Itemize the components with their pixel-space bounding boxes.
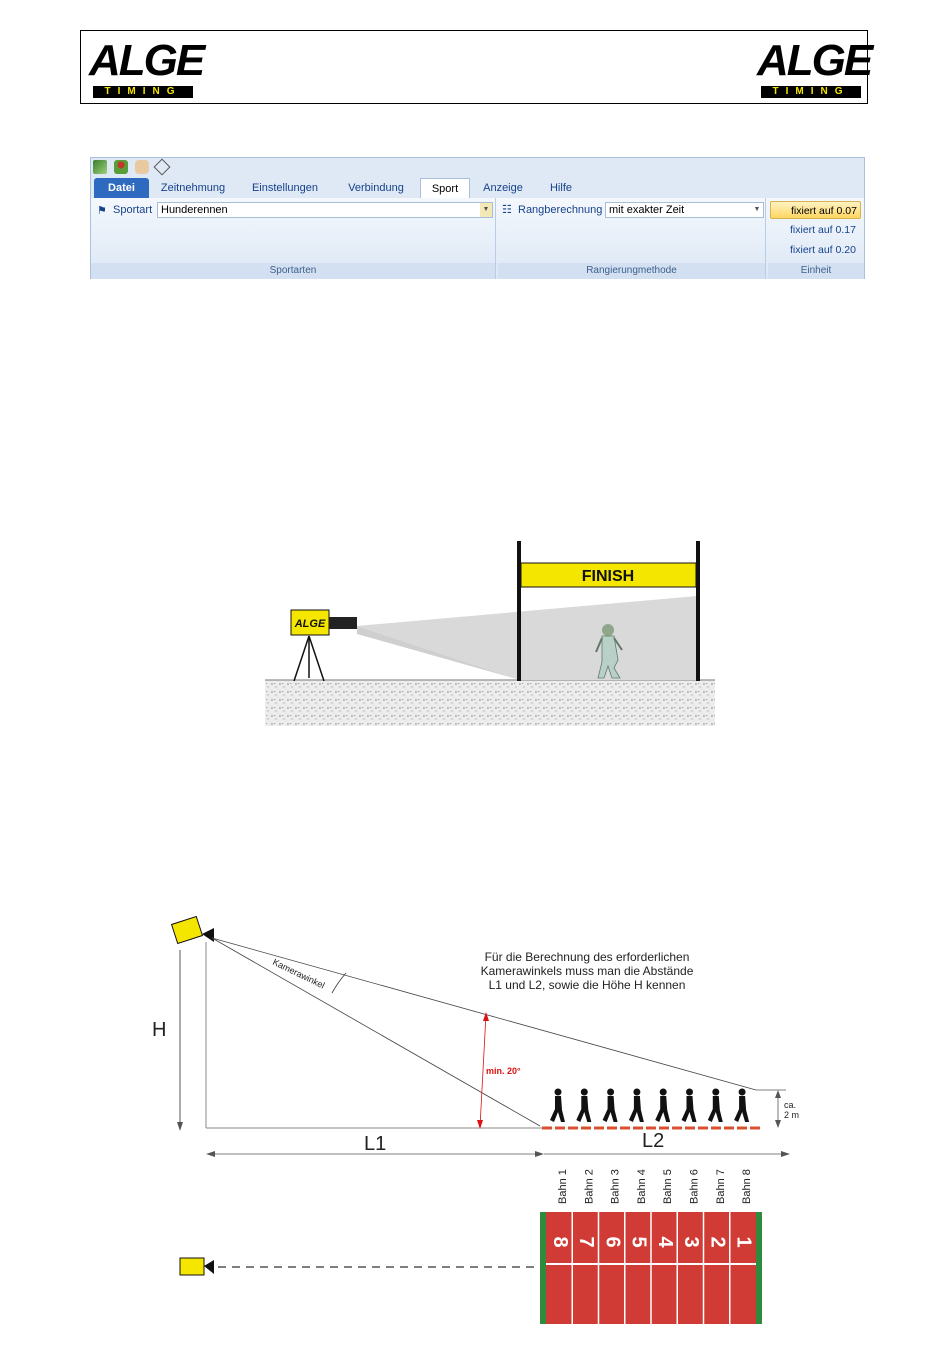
finish-banner-text: FINISH — [581, 568, 635, 585]
runner-silhouette — [550, 1089, 565, 1123]
camera — [291, 610, 357, 635]
track-edge-right — [756, 1212, 762, 1324]
ribbon-panel — [91, 198, 864, 279]
lane-number: 4 — [653, 1236, 676, 1248]
lane-label: Bahn 8 — [741, 1169, 754, 1204]
lane-label: Bahn 6 — [688, 1169, 701, 1204]
hand-icon[interactable] — [135, 160, 149, 174]
height-line2: 2 m — [784, 1110, 800, 1120]
l2-label: L2 — [642, 1130, 665, 1152]
lane-number: 7 — [575, 1236, 598, 1248]
ribbon-toolbar — [90, 157, 865, 279]
save-icon[interactable] — [93, 160, 107, 174]
svg-text:ALGE: ALGE — [294, 618, 326, 630]
finish-line-figure — [262, 538, 718, 728]
note-line2: Kamerawinkels muss man die Abstände — [480, 964, 694, 978]
user-icon[interactable] — [114, 160, 128, 174]
height-line1: ca. — [784, 1100, 797, 1110]
sportart-label: Sportart — [113, 204, 153, 216]
group-rangierungmethode — [498, 198, 766, 279]
runner-silhouettes — [550, 1089, 749, 1123]
alge-logo-right — [757, 36, 872, 99]
option-fixiert-007[interactable]: fixiert auf 0.07 — [770, 201, 861, 219]
group-sportarten — [91, 198, 496, 279]
runner-silhouette — [603, 1089, 618, 1123]
h-label: H — [152, 1019, 167, 1041]
runner-silhouette — [629, 1089, 644, 1123]
note-line1: Für die Berechnung des erforderlichen — [484, 950, 690, 964]
track-edge-left — [540, 1212, 546, 1324]
logo-word: ALGE — [757, 36, 872, 85]
lane-number: 6 — [601, 1236, 624, 1248]
option-fixiert-017[interactable]: fixiert auf 0.17 — [790, 224, 856, 236]
chevron-down-icon[interactable]: ▼ — [480, 203, 492, 217]
flag-icon: ⚑ — [97, 205, 107, 217]
logo-sub: TIMING — [772, 86, 850, 97]
camera-geometry-figure — [152, 912, 808, 1328]
group-label: Rangierungmethode — [498, 263, 765, 279]
ground — [265, 680, 715, 726]
tab-zeitnehmung[interactable]: Zeitnehmung — [160, 182, 226, 194]
group-label: Sportarten — [91, 263, 495, 279]
tab-einstellungen[interactable]: Einstellungen — [251, 182, 319, 194]
lane-number: 5 — [627, 1236, 650, 1248]
runner-silhouette — [655, 1089, 670, 1123]
note-line3: L1 und L2, sowie die Höhe H kennen — [488, 978, 686, 992]
group-label: Einheit — [768, 263, 864, 279]
lane-labels — [557, 1169, 753, 1204]
camera-bottom — [180, 1258, 214, 1275]
kamerawinkel-label: Kamerawinkel — [271, 956, 327, 991]
lane-label: Bahn 5 — [662, 1169, 675, 1204]
lane-label: Bahn 3 — [609, 1169, 622, 1204]
lane-number: 2 — [706, 1236, 729, 1248]
l1-label: L1 — [364, 1133, 387, 1155]
tab-datei[interactable]: Datei — [94, 178, 149, 198]
ranking-icon: ☷ — [502, 204, 512, 216]
group-einheit — [768, 198, 864, 279]
chevron-down-icon[interactable]: ▼ — [751, 203, 763, 217]
runner-silhouette — [682, 1089, 697, 1123]
rang-label: Rangberechnung — [518, 204, 603, 216]
tab-verbindung[interactable]: Verbindung — [348, 182, 404, 194]
tripod — [294, 636, 324, 681]
lane-number: 1 — [732, 1236, 755, 1248]
min-angle-label: min. 20° — [486, 1066, 521, 1076]
lane-label: Bahn 1 — [557, 1169, 569, 1204]
quick-access-toolbar — [93, 160, 172, 178]
finish-post-right — [696, 541, 700, 681]
runner-silhouette — [734, 1089, 749, 1123]
logo-word: ALGE — [89, 36, 204, 85]
runner-silhouette — [708, 1089, 723, 1123]
logo-sub: TIMING — [104, 86, 182, 97]
rang-select[interactable]: mit exakter Zeit ▼ — [605, 202, 764, 218]
camera-view-cone — [357, 596, 699, 680]
ribbon-tabs — [91, 178, 864, 198]
tools-icon[interactable] — [154, 159, 171, 176]
camera-top — [172, 916, 214, 943]
option-fixiert-020[interactable]: fixiert auf 0.20 — [790, 244, 856, 256]
lane-number: 3 — [680, 1236, 703, 1248]
runner-silhouette — [576, 1089, 591, 1123]
tab-sport[interactable]: Sport — [420, 178, 470, 198]
finish-post-left — [517, 541, 521, 681]
lane-label: Bahn 4 — [635, 1169, 648, 1204]
page-header — [80, 30, 872, 104]
lane-label: Bahn 2 — [583, 1169, 596, 1204]
lane-label: Bahn 7 — [714, 1169, 727, 1204]
tab-anzeige[interactable]: Anzeige — [483, 182, 523, 194]
tab-hilfe[interactable]: Hilfe — [549, 182, 572, 194]
lane-number: 8 — [548, 1236, 571, 1248]
sportart-select[interactable]: Hunderennen ▼ — [157, 202, 493, 218]
alge-logo-left — [89, 36, 204, 99]
